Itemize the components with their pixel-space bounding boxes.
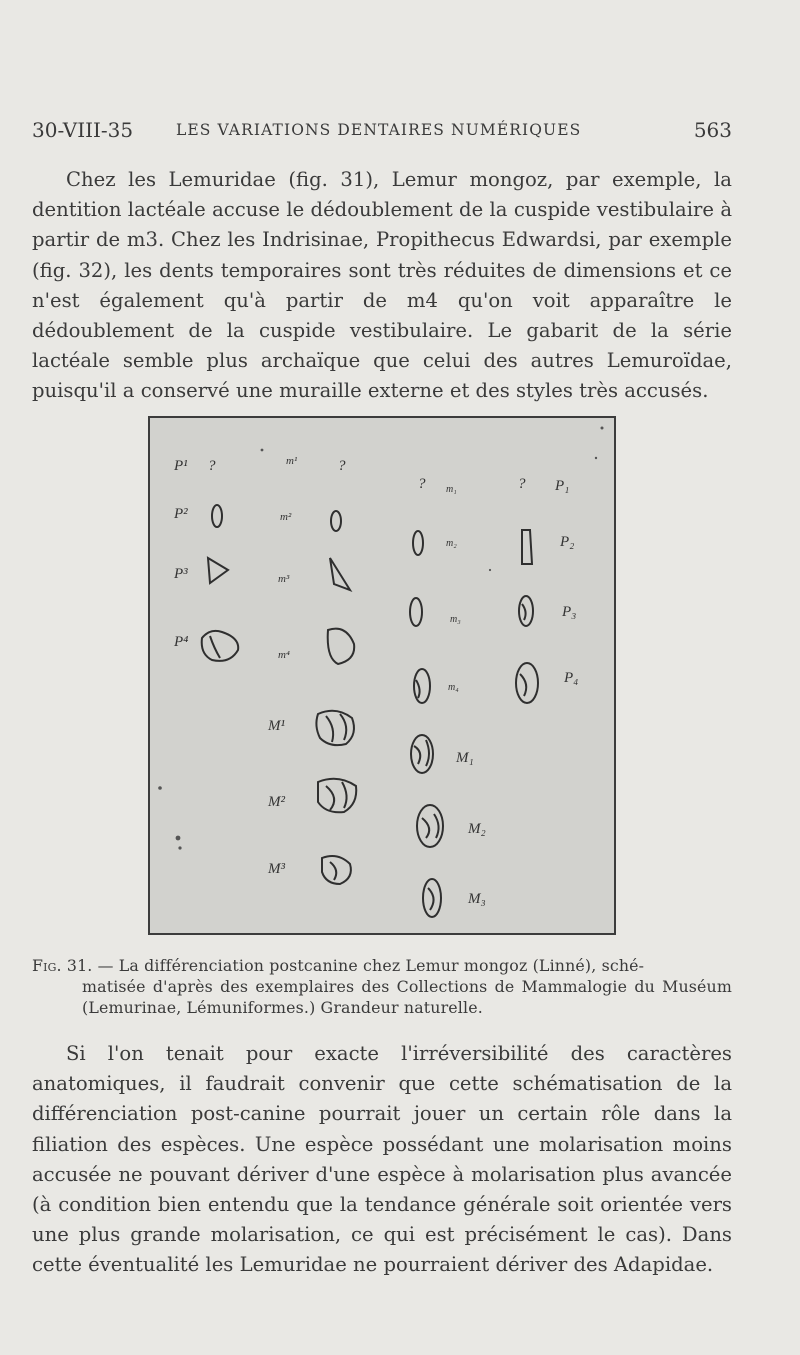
tooth-P2-lower <box>522 530 532 564</box>
label-question-1: ? <box>208 458 216 474</box>
label-M1-lower: M₁ <box>456 750 474 766</box>
paragraph-2: Si l'on tenait pour exacte l'irréversibilité des caractères anatomiques, il faudrait convenir que cette schématisation de la différenciation post-canine pourrait jouer un certain rôle dans la filiation des espèces. Une espèce possédant une molarisation moins accusée ne pouvant dériver d'une espèce à molarisation plus avancée (à condition bien entendu que la tendance générale soit orientée vers une plus grande molarisation, ce qui est précisément le cas). Dans cette éventualité les Lemuridae ne pourraient dériver des Adapidae. <box>32 1042 732 1277</box>
tooth-M2-upper <box>318 779 356 812</box>
label-P1-upper: P¹ <box>174 458 188 474</box>
label-m2-lower: m₂ <box>446 538 457 549</box>
label-P3-upper: P³ <box>174 566 188 582</box>
tooth-M1-upper-detail <box>326 714 346 742</box>
figure-caption <box>32 955 732 1018</box>
label-m3-upper: m³ <box>278 573 290 585</box>
tooth-M1-lower-detail <box>414 740 429 766</box>
label-m2-upper: m² <box>280 511 292 523</box>
header-date: 30-VIII-35 <box>32 118 134 142</box>
header-title: LES VARIATIONS DENTAIRES NUMÉRIQUES <box>176 121 582 139</box>
label-M2-lower: M₂ <box>468 821 486 837</box>
label-m4-upper: m⁴ <box>278 649 290 661</box>
tooth-M3-upper-detail <box>330 862 336 880</box>
label-m4-lower: m₄ <box>448 682 459 693</box>
tooth-P2-upper <box>212 505 222 527</box>
tooth-m4-lower <box>414 669 430 703</box>
label-P2-lower: P₂ <box>560 534 575 550</box>
tooth-P4-lower-detail <box>520 674 526 696</box>
label-question-3: ? <box>418 476 426 492</box>
figure-31 <box>148 416 616 935</box>
label-P2-upper: P² <box>174 506 188 522</box>
label-question-4: ? <box>518 476 526 492</box>
tooth-M3-lower-detail <box>428 888 434 910</box>
tooth-M1-upper <box>316 711 354 745</box>
tooth-P4-lower <box>516 663 538 703</box>
tooth-M2-lower-detail <box>422 814 439 838</box>
label-M1-upper: M¹ <box>268 718 285 734</box>
label-P1-lower: P₁ <box>555 478 570 494</box>
tooth-P3-upper <box>208 558 228 583</box>
figure-speckles <box>158 427 603 850</box>
caption-rest: matisée d'après des exemplaires des Collections de Mammalogie du Muséum (Lemurinae, Lémuniformes.) Grandeur naturelle. <box>82 977 732 1017</box>
dentition-diagram <box>150 418 614 933</box>
tooth-m2-upper <box>331 511 341 531</box>
label-M2-upper: M² <box>268 794 285 810</box>
label-M3-upper: M³ <box>268 861 285 877</box>
tooth-m3-lower <box>410 598 422 626</box>
caption-fig-label: Fig. 31. <box>32 956 93 975</box>
tooth-m4-lower-detail <box>416 680 420 698</box>
label-m3-lower: m₃ <box>450 614 461 625</box>
label-m1-lower: m₁ <box>446 484 457 495</box>
label-P4-lower: P₄ <box>564 670 579 686</box>
tooth-M2-upper-detail <box>326 782 347 810</box>
tooth-M3-lower <box>423 879 441 917</box>
label-M3-lower: M₃ <box>468 891 486 907</box>
tooth-P4-upper-detail <box>210 636 220 658</box>
running-header <box>32 118 732 148</box>
label-P4-upper: P⁴ <box>174 634 189 650</box>
label-question-2: ? <box>338 458 346 474</box>
tooth-m3-upper <box>330 558 350 590</box>
tooth-m4-upper <box>328 629 354 664</box>
tooth-m2-lower <box>413 531 423 555</box>
page-number: 563 <box>693 118 732 142</box>
caption-line1: — La différenciation postcanine chez Lemur mongoz (Linné), sché- <box>92 956 645 975</box>
tooth-P3-lower-detail <box>522 604 526 620</box>
paragraph-1: Chez les Lemuridae (fig. 31), Lemur mongoz, par exemple, la dentition lactéale accuse le dédoublement de la cuspide vestibulaire à partir de m3. Chez les Indrisinae, Propithecus Edwardsi, par exemple (fig. 32), les dents temporaires sont très réduites de dimensions et ce n'est également qu'à partir de m4 qu'on voit apparaître le dédoublement de la cuspide vestibulaire. Le gabarit de la série lactéale semble plus archaïque que celui des autres Lemuroïdae, puisqu'il a conservé une muraille externe et des styles très accusés. <box>32 168 732 403</box>
label-P3-lower: P₃ <box>562 604 577 620</box>
label-m1-upper: m¹ <box>286 455 298 467</box>
